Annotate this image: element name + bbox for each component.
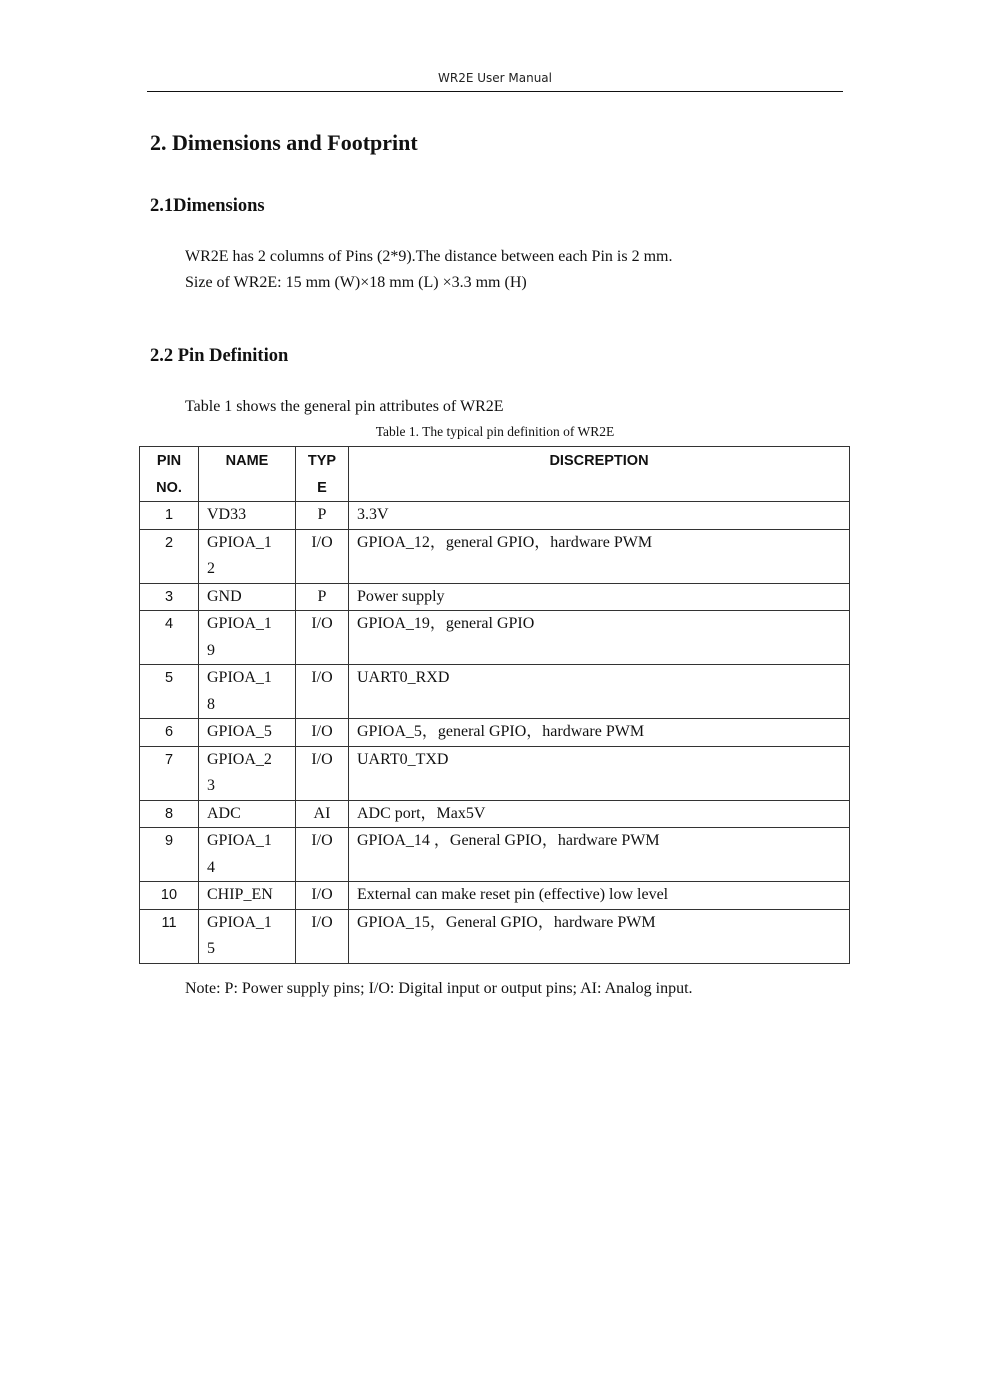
- table-row: [140, 746, 850, 800]
- table-row: [140, 611, 850, 665]
- cell-pin: 1: [140, 502, 199, 530]
- cell-name: [199, 909, 296, 963]
- table-row: [140, 882, 850, 910]
- table-row: [140, 828, 850, 882]
- cell-type: P: [296, 502, 349, 530]
- dimensions-paragraph-2: Size of WR2E: 15 mm (W)×18 mm (L) ×3.3 mm (H): [185, 274, 527, 291]
- cell-description: UART0_TXD: [349, 746, 850, 800]
- cell-name: [199, 882, 296, 910]
- header-rule: [147, 91, 843, 92]
- cell-description: Power supply: [349, 583, 850, 611]
- cell-type: I/O: [296, 828, 349, 882]
- cell-pin: 6: [140, 719, 199, 747]
- table-row: [140, 583, 850, 611]
- cell-name: [199, 611, 296, 665]
- cell-description: ADC port，Max5V: [349, 800, 850, 828]
- table-caption: Table 1. The typical pin definition of WR2E: [375, 424, 615, 439]
- name-line2: 5: [207, 940, 215, 957]
- cell-name: [199, 583, 296, 611]
- cell-description: GPIOA_14 ，General GPIO，hardware PWM: [349, 828, 850, 882]
- cell-type: I/O: [296, 882, 349, 910]
- name-line1: GPIOA_5: [207, 723, 272, 740]
- name-line1: ADC: [207, 804, 241, 822]
- cell-name: [199, 719, 296, 747]
- cell-description: GPIOA_19，general GPIO: [349, 611, 850, 665]
- pin-definition-table: [139, 446, 850, 964]
- cell-pin: 5: [140, 665, 199, 719]
- name-line1: GND: [207, 587, 242, 605]
- table-row: [140, 529, 850, 583]
- name-line2: 2: [207, 560, 215, 577]
- subsection-title-dimensions: 2.1Dimensions: [150, 196, 265, 216]
- cell-pin: 4: [140, 611, 199, 665]
- name-line1: VD33: [207, 506, 247, 523]
- cell-type: I/O: [296, 909, 349, 963]
- name-line1: GPIOA_1: [207, 832, 272, 849]
- cell-type: I/O: [296, 746, 349, 800]
- cell-type: I/O: [296, 529, 349, 583]
- header-pin-line2: NO.: [156, 479, 182, 496]
- cell-pin: 9: [140, 828, 199, 882]
- cell-name: [199, 746, 296, 800]
- cell-description: GPIOA_5，general GPIO，hardware PWM: [349, 719, 850, 747]
- name-line2: 8: [207, 695, 215, 713]
- cell-name: [199, 502, 296, 530]
- header-pin-no: [140, 447, 199, 502]
- table-header-row: [140, 447, 850, 502]
- cell-description: GPIOA_15，General GPIO，hardware PWM: [349, 909, 850, 963]
- table-row: [140, 665, 850, 719]
- cell-type: I/O: [296, 665, 349, 719]
- cell-name: [199, 665, 296, 719]
- cell-type: I/O: [296, 611, 349, 665]
- header-pin-line1: PIN: [156, 453, 182, 469]
- table-row: [140, 502, 850, 530]
- subsection-title-pin-definition: 2.2 Pin Definition: [150, 346, 289, 366]
- name-line1: GPIOA_1: [207, 669, 272, 686]
- table-row: [140, 800, 850, 828]
- name-line1: GPIOA_1: [207, 913, 272, 931]
- name-line1: CHIP_EN: [207, 886, 273, 903]
- table-row: [140, 719, 850, 747]
- header-type: [296, 447, 349, 502]
- cell-name: [199, 828, 296, 882]
- cell-pin: 11: [140, 909, 199, 963]
- header-description: DISCREPTION: [349, 447, 850, 502]
- dimensions-paragraph-1: WR2E has 2 columns of Pins (2*9).The distance between each Pin is 2 mm.: [185, 248, 673, 265]
- name-line2: 3: [207, 777, 215, 794]
- header-type-line1: TYP: [307, 453, 337, 469]
- cell-pin: 10: [140, 882, 199, 910]
- cell-pin: 7: [140, 746, 199, 800]
- section-title: 2. Dimensions and Footprint: [150, 130, 418, 155]
- header-name: NAME: [199, 447, 296, 502]
- cell-name: [199, 529, 296, 583]
- name-line1: GPIOA_1: [207, 533, 272, 551]
- cell-type: P: [296, 583, 349, 611]
- cell-description: 3.3V: [349, 502, 850, 530]
- cell-description: External can make reset pin (effective) low level: [349, 882, 850, 910]
- cell-description: UART0_RXD: [349, 665, 850, 719]
- cell-name: [199, 800, 296, 828]
- name-line2: 4: [207, 858, 215, 876]
- table-row: [140, 909, 850, 963]
- name-line1: GPIOA_2: [207, 750, 272, 768]
- header-type-line2: E: [317, 479, 327, 496]
- name-line2: 9: [207, 641, 215, 659]
- cell-pin: 8: [140, 800, 199, 828]
- running-header: WR2E User Manual: [437, 71, 552, 85]
- cell-description: GPIOA_12，general GPIO，hardware PWM: [349, 529, 850, 583]
- pin-definition-intro: Table 1 shows the general pin attributes of WR2E: [185, 398, 504, 415]
- cell-type: I/O: [296, 719, 349, 747]
- cell-pin: 2: [140, 529, 199, 583]
- table-note: Note: P: Power supply pins; I/O: Digital input or output pins; AI: Analog input.: [185, 980, 693, 997]
- name-line1: GPIOA_1: [207, 615, 272, 632]
- cell-type: AI: [296, 800, 349, 828]
- cell-pin: 3: [140, 583, 199, 611]
